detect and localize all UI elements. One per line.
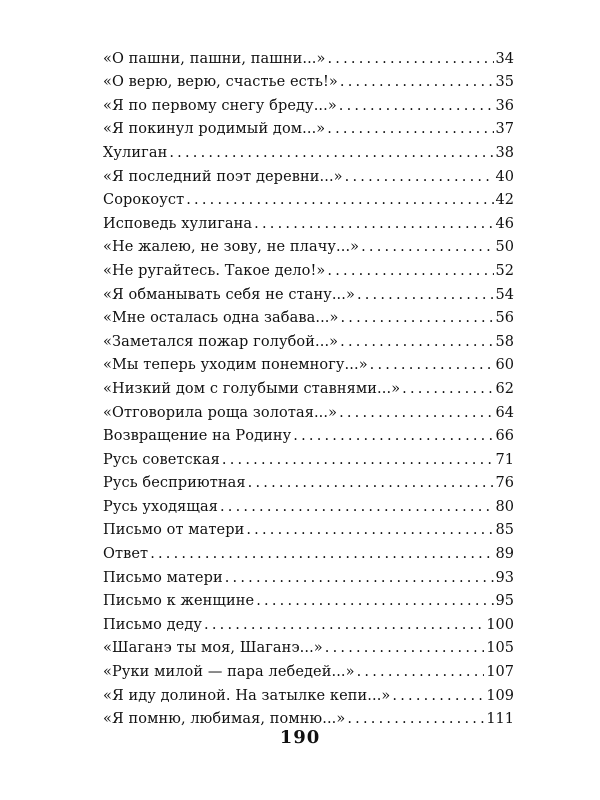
- toc-entry-title: «Руки милой — пара лебедей...»: [103, 664, 355, 681]
- toc-entry-title: «Мне осталась одна забава...»: [103, 310, 339, 327]
- toc-entry-title: Письмо от матери: [103, 522, 245, 539]
- toc-entry-page: 35: [495, 74, 514, 91]
- dot-leader: [246, 521, 493, 539]
- toc-entry: [103, 445, 514, 469]
- dot-leader: [248, 474, 494, 492]
- toc-entry: [103, 351, 514, 375]
- dot-leader: [204, 616, 484, 634]
- toc-entry: [103, 162, 514, 186]
- toc-entry: [103, 256, 514, 280]
- toc-entry-page: 80: [495, 498, 514, 515]
- toc-entry: [103, 327, 514, 351]
- toc-entry: [103, 492, 514, 516]
- toc-entry-title: Письмо матери: [103, 569, 223, 586]
- toc-entry-title: «О верю, верю, счастье есть!»: [103, 74, 338, 91]
- toc-entry-title: «Я покинул родимый дом...»: [103, 121, 326, 138]
- toc-entry: [103, 398, 514, 422]
- toc-entry-title: «Шаганэ ты моя, Шаганэ...»: [103, 640, 323, 657]
- toc-entry: [103, 587, 514, 611]
- toc-entry-page: 66: [495, 428, 514, 445]
- toc-entry-title: Сорокоуст: [103, 192, 185, 209]
- dot-leader: [327, 262, 493, 280]
- toc-entry: [103, 681, 514, 705]
- toc-entry: [103, 209, 514, 233]
- dot-leader: [370, 356, 494, 374]
- toc-entry-title: «Низкий дом с голубыми ставнями...»: [103, 380, 401, 397]
- dot-leader: [357, 663, 485, 681]
- toc-entry-page: 34: [495, 50, 514, 67]
- toc-entry-title: Русь советская: [103, 451, 220, 468]
- toc-entry: [103, 186, 514, 210]
- toc-entry: [103, 469, 514, 493]
- toc-entry-title: «Отговорила роща золотая...»: [103, 404, 338, 421]
- toc-entry-title: «Заметался пожар голубой...»: [103, 333, 339, 350]
- toc-entry-page: 42: [495, 192, 514, 209]
- dot-leader: [347, 710, 484, 728]
- toc-entry-page: 100: [486, 616, 514, 633]
- toc-entry-page: 111: [486, 711, 514, 728]
- dot-leader: [345, 168, 494, 186]
- toc-entry-page: 109: [486, 687, 514, 704]
- toc-entry: [103, 280, 514, 304]
- toc-entry-page: 54: [495, 286, 514, 303]
- toc-entry: [103, 705, 514, 729]
- toc-entry-page: 89: [495, 546, 514, 563]
- toc-entry: [103, 91, 514, 115]
- toc-entry-title: Ответ: [103, 546, 149, 563]
- dot-leader: [169, 144, 493, 162]
- toc-entry-title: «Не ругайтесь. Такое дело!»: [103, 262, 326, 279]
- toc-entry-title: «Я по первому снегу бреду...»: [103, 97, 337, 114]
- dot-leader: [150, 545, 493, 563]
- toc-entry-title: «Не жалею, не зову, не плачу...»: [103, 239, 360, 256]
- toc-entry-title: Русь бесприютная: [103, 475, 246, 492]
- dot-leader: [340, 73, 494, 91]
- toc-entry: [103, 304, 514, 328]
- dot-leader: [361, 238, 493, 256]
- dot-leader: [225, 569, 494, 587]
- toc-entry-page: 60: [495, 357, 514, 374]
- dot-leader: [340, 309, 493, 327]
- toc-entry-page: 56: [495, 310, 514, 327]
- toc-entry: [103, 634, 514, 658]
- toc-entry-page: 40: [495, 168, 514, 185]
- toc-entry-page: 50: [495, 239, 514, 256]
- toc-entry: [103, 233, 514, 257]
- toc-entry: [103, 610, 514, 634]
- toc-entry: [103, 563, 514, 587]
- toc-entry-page: 85: [495, 522, 514, 539]
- dot-leader: [220, 498, 494, 516]
- toc-entry-title: «Мы теперь уходим понемногу...»: [103, 357, 368, 374]
- dot-leader: [402, 380, 493, 398]
- toc-entry: [103, 115, 514, 139]
- dot-leader: [256, 592, 493, 610]
- dot-leader: [339, 404, 493, 422]
- toc-entry: [103, 68, 514, 92]
- toc-entry-title: «Я иду долиной. На затылке кепи...»: [103, 687, 391, 704]
- dot-leader: [357, 286, 494, 304]
- toc-entry-page: 93: [495, 569, 514, 586]
- toc-entry: [103, 138, 514, 162]
- toc-entry-title: «Я последний поэт деревни...»: [103, 168, 343, 185]
- toc-entry-title: Письмо к женщине: [103, 593, 255, 610]
- toc-entry: [103, 657, 514, 681]
- dot-leader: [327, 120, 493, 138]
- toc-entry-page: 105: [486, 640, 514, 657]
- toc-entry-title: «О пашни, пашни, пашни...»: [103, 50, 326, 67]
- toc-entry-page: 37: [495, 121, 514, 138]
- page-number: 190: [279, 727, 321, 748]
- dot-leader: [254, 215, 493, 233]
- dot-leader: [392, 687, 484, 705]
- toc-entry: [103, 516, 514, 540]
- toc-entry-page: 58: [495, 333, 514, 350]
- toc-entry-page: 38: [495, 144, 514, 161]
- dot-leader: [327, 50, 493, 68]
- toc-entry-page: 95: [495, 593, 514, 610]
- dot-leader: [222, 451, 494, 469]
- toc-entry-title: Русь уходящая: [103, 498, 218, 515]
- toc-entry-page: 71: [495, 451, 514, 468]
- toc-entry: [103, 539, 514, 563]
- dot-leader: [186, 191, 493, 209]
- toc-entry-page: 36: [495, 97, 514, 114]
- toc-entry-title: «Я обманывать себя не стану...»: [103, 286, 355, 303]
- toc-entry: [103, 44, 514, 68]
- toc-entry-page: 52: [495, 262, 514, 279]
- toc-entry-title: Письмо деду: [103, 616, 203, 633]
- toc-entry-page: 64: [495, 404, 514, 421]
- toc-entry-title: Хулиган: [103, 144, 168, 161]
- table-of-contents: [103, 44, 514, 728]
- dot-leader: [325, 639, 485, 657]
- toc-entry-title: «Я помню, любимая, помню...»: [103, 711, 346, 728]
- toc-entry-page: 62: [495, 380, 514, 397]
- toc-entry-page: 46: [495, 215, 514, 232]
- toc-entry-title: Исповедь хулигана: [103, 215, 253, 232]
- toc-entry: [103, 422, 514, 446]
- dot-leader: [339, 97, 494, 115]
- dot-leader: [340, 333, 493, 351]
- toc-entry: [103, 374, 514, 398]
- toc-entry-title: Возвращение на Родину: [103, 428, 292, 445]
- toc-entry-page: 76: [495, 475, 514, 492]
- toc-entry-page: 107: [486, 664, 514, 681]
- dot-leader: [293, 427, 493, 445]
